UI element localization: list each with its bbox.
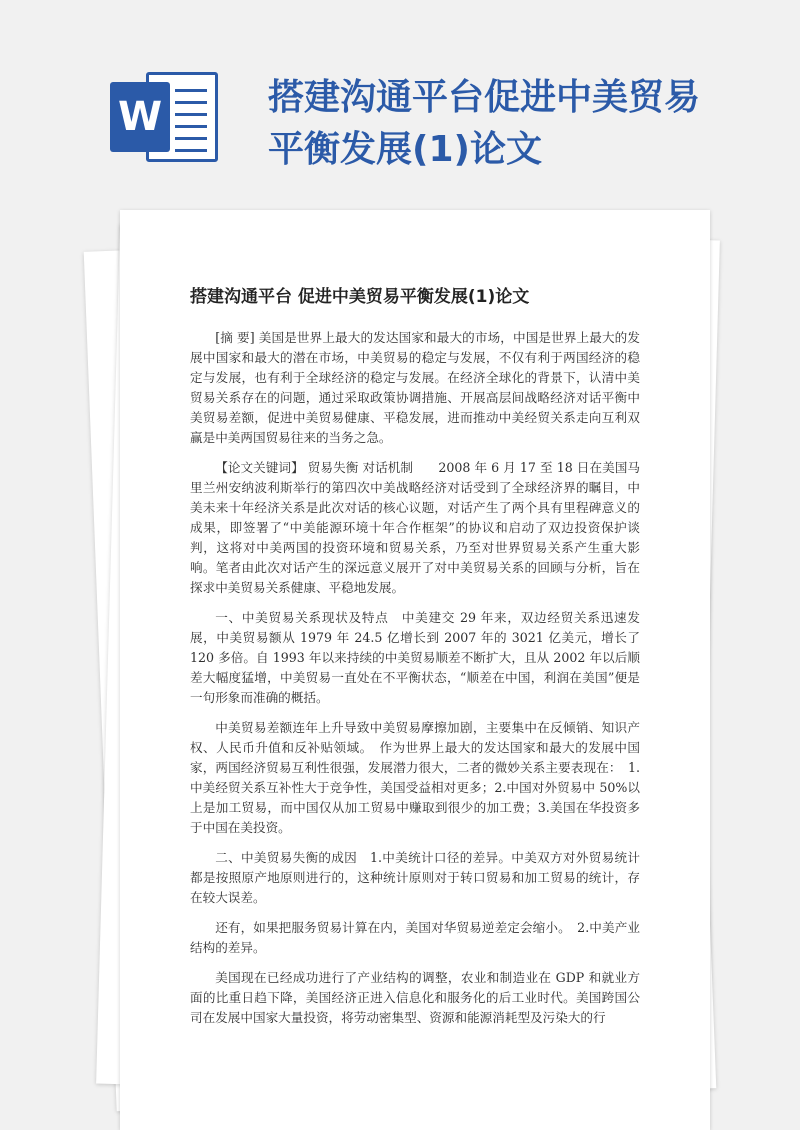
section-one-paragraph: 一、中美贸易关系现状及特点 中美建交 29 年来，双边经贸关系迅速发展，中美贸易额从 1979 年 24.5 亿增长到 2007 年的 3021 亿美元，增长了 120 多倍。自 1993 年以来持续的中美贸易顺差不断扩大，且从 2002 年以后顺差大幅度猛增，中美贸易一直处在不平衡状态，“顺差在中国，利润在美国”便是一句形象而准确的概括。 [190, 610, 640, 705]
trade-friction-paragraph: 中美贸易差额连年上升导致中美贸易摩擦加剧，主要集中在反倾销、知识产权、人民币升值和反补贴领域。 作为世界上最大的发达国家和最大的发展中国家，两国经济贸易互利性很强，发展潜力很大，二者的微妙关系主要表现在： 1.中美经贸关系互补性大于竞争性，美国受益相对更多；2.中国对外贸易中 50%以上是加工贸易，而中国仅从加工贸易中赚取到很少的加工费；3.美国在华投资多于中国在美投资。 [190, 720, 640, 835]
document-title: 搭建沟通平台 促进中美贸易平衡发展(1)论文 [190, 287, 530, 307]
document-page [120, 210, 710, 1130]
industry-structure-paragraph: 美国现在已经成功进行了产业结构的调整，农业和制造业在 GDP 和就业方面的比重日趋下降，美国经济正进入信息化和服务化的后工业时代。美国跨国公司在发展中国家大量投资，将劳动密集型、资源和能源消耗型及污染大的行 [190, 970, 640, 1025]
keywords-paragraph: 【论文关键词】 贸易失衡 对话机制 2008 年 6 月 17 至 18 日在美国马里兰州安纳波利斯举行的第四次中美战略经济对话受到了全球经济界的瞩目，中美未来十年经济关系是此次对话的核心议题，对话产生了两个具有里程碑意义的成果，即签署了“中美能源环境十年合作框架”的协议和启动了双边投资保护谈判，这将对中美两国的投资环境和贸易关系，乃至对世界贸易关系产生重大影响。笔者由此次对话产生的深远意义展开了对中美贸易关系的回顾与分析，旨在探求中美贸易关系健康、平稳地发展。 [190, 460, 640, 595]
service-trade-paragraph: 还有，如果把服务贸易计算在内，美国对华贸易逆差定会缩小。 2.中美产业结构的差异。 [190, 920, 640, 955]
page-title: 搭建沟通平台促进中美贸易平衡发展(1)论文 [268, 77, 701, 170]
word-letter-badge: W [110, 82, 170, 152]
document-body [190, 328, 640, 1038]
section-two-paragraph: 二、中美贸易失衡的成因 1.中美统计口径的差异。中美双方对外贸易统计都是按照原产地原则进行的，这种统计原则对于转口贸易和加工贸易的统计，存在较大误差。 [190, 850, 640, 905]
header [0, 0, 800, 200]
abstract-paragraph: [摘 要] 美国是世界上最大的发达国家和最大的市场，中国是世界上最大的发展中国家和最大的潜在市场，中美贸易的稳定与发展，不仅有利于两国经济的稳定与发展，也有利于全球经济的稳定与发展。在经济全球化的背景下，认清中美贸易关系存在的问题，通过采取政策协调措施、开展高层间战略经济对话平衡中美贸易差额，促进中美贸易健康、平稳发展，进而推动中美经贸关系走向互利双赢是中美两国贸易往来的当务之急。 [190, 330, 640, 445]
word-document-icon [110, 72, 222, 162]
